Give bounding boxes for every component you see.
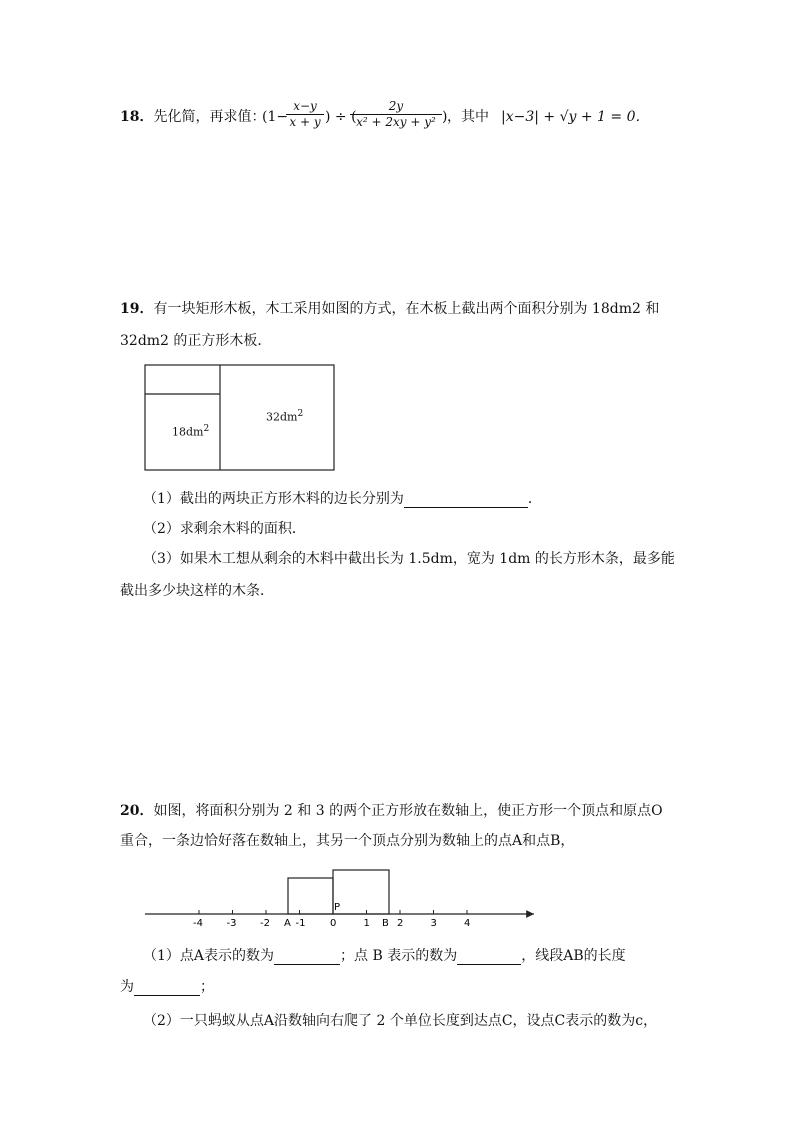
q20-part1-a: （1）点A表示的数为 [143, 948, 275, 964]
q19-answer-blank-1[interactable] [404, 489, 528, 508]
q20-blank-B[interactable] [457, 946, 521, 965]
label-18dm: 18dm [172, 425, 204, 439]
q20-part1-d: 为 [120, 979, 134, 995]
q20-line2: 重合，一条边恰好落在数轴上，其另一个顶点分别为数轴上的点A和点B， [120, 833, 575, 849]
q18-fraction-2 [350, 99, 442, 130]
tick-label: 2 [397, 918, 404, 929]
q18-condition-prefix: ，其中 [447, 109, 489, 125]
axis-ticks [193, 910, 470, 929]
tick-label: 3 [430, 918, 437, 929]
q19-part3-line2: 截出多少块这样的木条． [120, 583, 274, 599]
q18-paren-close: ) [442, 109, 448, 125]
q18-frac2-denominator: x² + 2xy + y² [356, 115, 436, 129]
q19-line1 [120, 300, 659, 318]
point-A-label: A [284, 918, 291, 929]
label-32dm: 32dm [266, 410, 298, 424]
q18-frac2-numerator: 2y [350, 99, 442, 115]
point-P-label: P [334, 902, 341, 913]
q20-part1-c: ，线段AB的长度 [521, 948, 626, 964]
label-18-sup: 2 [203, 424, 210, 434]
q20-part2: （2）一只蚂蚁从点A沿数轴向右爬了 2 个单位长度到达点C，设点C表示的数为c， [143, 1013, 658, 1029]
q18-fraction-1 [286, 99, 324, 130]
tick-label: -2 [260, 918, 270, 929]
q18-frac1-denominator: x + y [289, 115, 321, 129]
q20-blank-AB[interactable] [134, 977, 200, 996]
tick-label: -4 [193, 918, 203, 929]
q19-number: 19． [120, 301, 154, 317]
q20-part1 [143, 946, 626, 965]
q20-part1-e: ； [200, 979, 214, 995]
q20-blank-A[interactable] [274, 946, 340, 965]
q18-frac1-numerator: x−y [286, 99, 324, 115]
q20-text-1: 如图，将面积分别为 2 和 3 的两个正方形放在数轴上，使正方形一个顶点和原点O [153, 803, 663, 819]
q20-number: 20． [120, 803, 154, 819]
label-32dm2 [266, 409, 303, 424]
q19-part2: （2）求剩余木料的面积． [143, 521, 306, 537]
q18-divide: ) ÷ ( [325, 109, 357, 125]
point-B-label: B [382, 918, 389, 929]
q18-condition: |x−3| + √y + 1 = 0． [501, 109, 650, 125]
square-area-3 [333, 870, 389, 914]
q19-part3-line1: （3）如果木工想从剩余的木料中截出长为 1.5dm，宽为 1dm 的长方形木条，最多能 [143, 551, 675, 567]
board-outline [145, 365, 334, 470]
q20-line1 [120, 802, 663, 820]
tick-label: 4 [464, 918, 471, 929]
q19-text-1: 有一块矩形木板，木工采用如图的方式，在木板上截出两个面积分别为 18dm2 和 [153, 301, 660, 317]
q18-number: 18． [120, 109, 154, 125]
q19-part1-text: （1）截出的两块正方形木料的边长分别为 [143, 491, 404, 507]
q19-board-figure [144, 364, 336, 472]
q19-part1-end: ． [527, 491, 542, 507]
q19-part1 [143, 489, 542, 508]
q20-part1-b: ；点 B 表示的数为 [340, 948, 458, 964]
q18-paren-open: (1− [262, 109, 289, 125]
q20-number-line [140, 860, 540, 932]
q20-part1-cont [120, 977, 214, 996]
label-32-sup: 2 [297, 409, 304, 419]
tick-label: 0 [330, 918, 337, 929]
square-area-2 [288, 878, 333, 914]
q18-prompt: 先化简，再求值： [153, 109, 266, 125]
q19-line2: 32dm2 的正方形木板． [120, 333, 272, 349]
tick-label: 1 [363, 918, 370, 929]
q18-line [120, 108, 265, 126]
tick-label: -1 [295, 918, 306, 929]
tick-label: -3 [226, 918, 237, 929]
label-18dm2 [172, 424, 209, 439]
